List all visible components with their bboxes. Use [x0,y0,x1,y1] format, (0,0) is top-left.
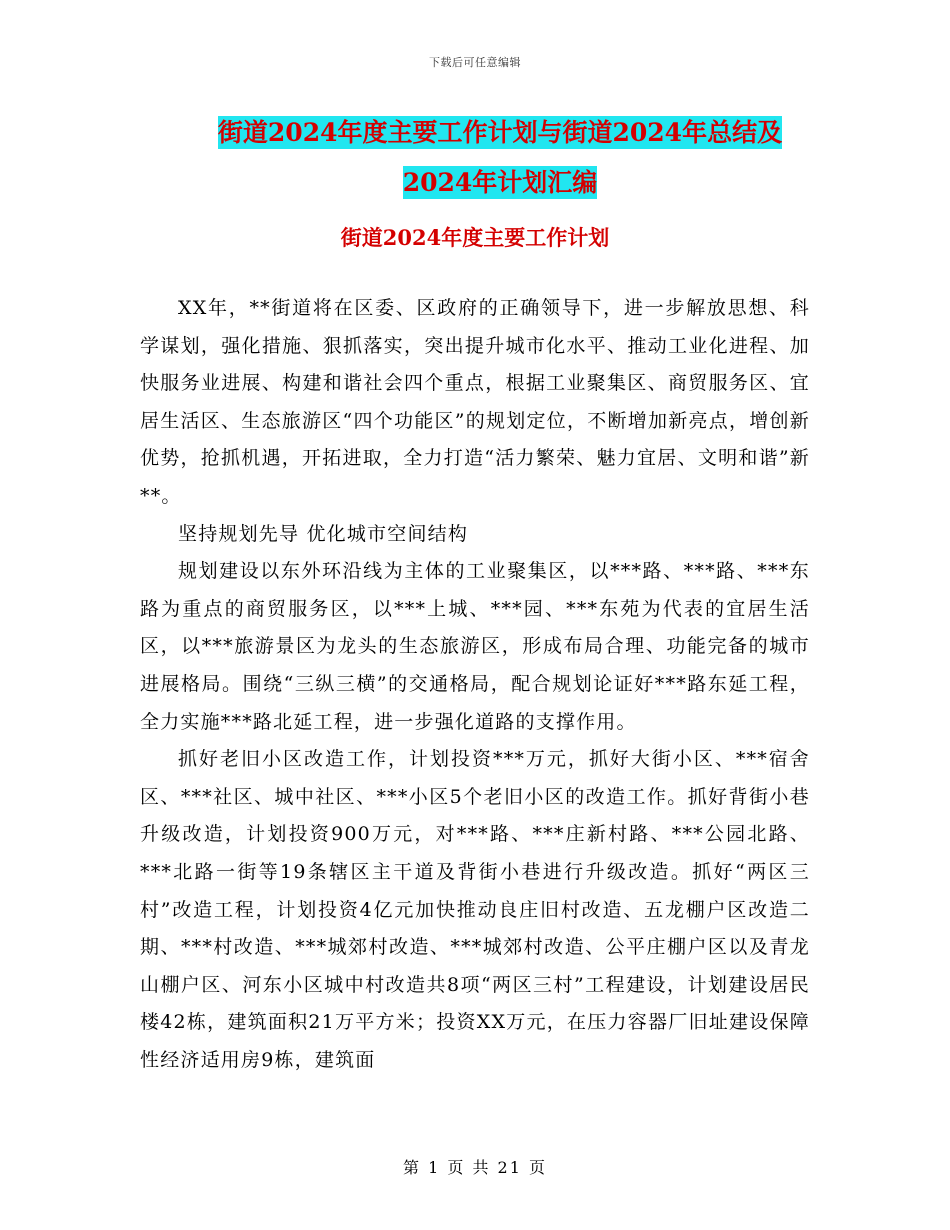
paragraph-renovation: 抓好老旧小区改造工作，计划投资***万元，抓好大街小区、***宿舍区、***社区、城中社区、***小区5个老旧小区的改造工作。抓好背街小巷升级改造，计划投资900万元，对***路、***庄新村路、***公园北路、***北路一街等19条辖区主干道及背街小巷进行升级改造。抓好“两区三村”改造工程，计划投资4亿元加快推动良庄旧村改造、五龙棚户区改造二期、***村改造、***城郊村改造、***城郊村改造、公平庄棚户区以及青龙山棚户区、河东小区城中村改造共8项“两区三村”工程建设，计划建设居民楼42栋，建筑面积21万平方米；投资XX万元，在压力容器厂旧址建设保障性经济适用房9栋，建筑面 [140,748,810,1071]
paragraph-intro: XX年，**街道将在区委、区政府的正确领导下，进一步解放思想、科学谋划，强化措施、狠抓落实，突出提升城市化水平、推动工业化进程、加快服务业进展、构建和谐社会四个重点，根据工业聚集区、商贸服务区、宜居生活区、生态旅游区“四个功能区”的规划定位，不断增加新亮点，增创新优势，抢抓机遇，开拓进取，全力打造“活力繁荣、魅力宜居、文明和谐”新**。 [140,297,810,507]
paragraph-planning: 规划建设以东外环沿线为主体的工业聚集区，以***路、***路、***东路为重点的商贸服务区，以***上城、***园、***东苑为代表的宜居生活区，以***旅游景区为龙头的生态旅游区，形成布局合理、功能完备的城市进展格局。围绕“三纵三横”的交通格局，配合规划论证好***路东延工程，全力实施***路北延工程，进一步强化道路的支撑作用。 [140,560,810,733]
section-title: 街道2024年度主要工作计划 [340,225,610,250]
title-line-1: 街道2024年度主要工作计划与街道2024年总结及 [217,118,783,147]
body-text [140,290,810,1079]
paragraph-heading: 坚持规划先导 优化城市空间结构 [178,522,469,545]
document-title [140,108,860,208]
header-note: 下载后可任意编辑 [429,56,521,69]
page-number: 第 1 页 共 21 页 [403,1158,547,1177]
title-line-2: 2024年计划汇编 [402,168,598,197]
